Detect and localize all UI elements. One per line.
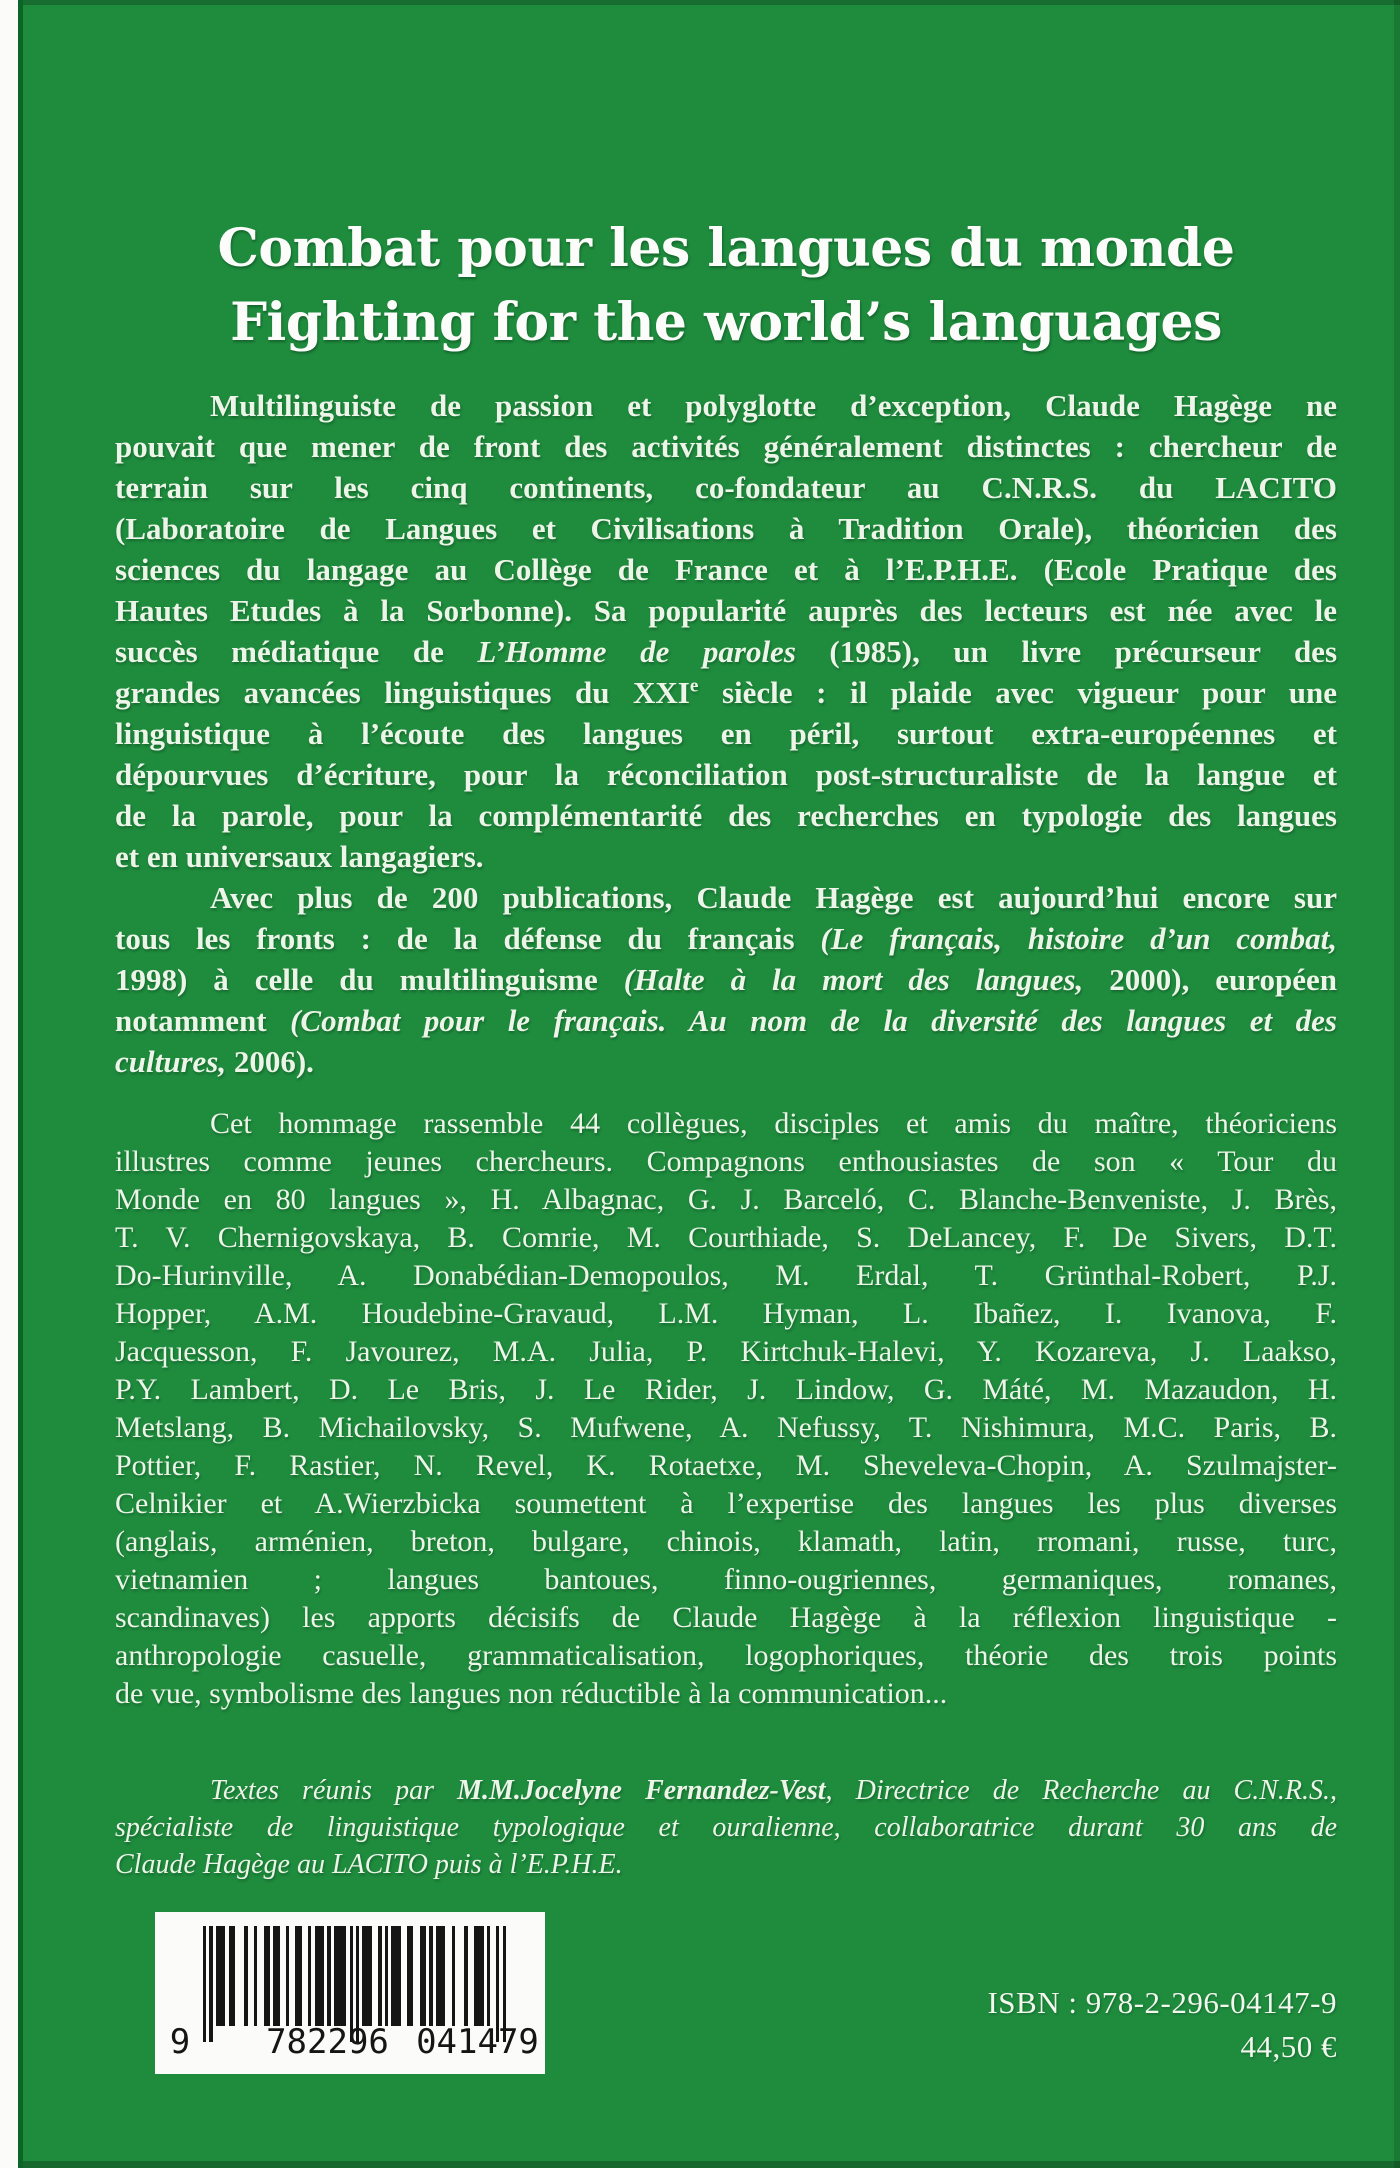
editor-credits [115, 1772, 1337, 1883]
text-line [115, 1181, 1337, 1219]
text-segment: Monde en 80 langues », H. Albagnac, G. J. Barceló, C. Blanche-Benveniste, J. Brès, [115, 1183, 1337, 1216]
text-line [115, 877, 1337, 918]
book-title [115, 212, 1337, 360]
text-line [115, 1333, 1337, 1371]
cover-top-edge [23, 0, 1400, 5]
text-segment: tous les fronts : de la défense du français [115, 921, 821, 956]
text-segment: (Halte à la mort des langues, [623, 962, 1084, 997]
text-segment: siècle : il plaide avec vigueur pour une [698, 675, 1337, 710]
text-segment: 2006). [226, 1044, 314, 1079]
text-line [115, 713, 1337, 754]
text-line [115, 549, 1337, 590]
text-line [115, 1485, 1337, 1523]
text-segment: (Combat pour le français. Au nom de la diversité des langues et des [290, 1003, 1337, 1038]
text-line [115, 631, 1337, 672]
text-segment: illustres comme jeunes chercheurs. Compagnons enthousiastes de son « Tour du [115, 1145, 1337, 1178]
contributors-paragraph [115, 1105, 1337, 1713]
text-segment: Metslang, B. Michailovsky, S. Mufwene, A. Nefussy, T. Nishimura, M.C. Paris, B. [115, 1411, 1337, 1444]
text-line [115, 1846, 1337, 1883]
text-line [115, 918, 1337, 959]
editor-credits-paragraph [115, 1772, 1337, 1883]
text-line [115, 1599, 1337, 1637]
text-segment: (Le français, histoire d’un combat, [820, 921, 1337, 956]
spine-shadow-line [18, 0, 23, 2168]
text-segment: Jacquesson, F. Javourez, M.A. Julia, P. Kirtchuk-Halevi, Y. Kozareva, J. Laakso, [115, 1335, 1337, 1368]
text-line [115, 590, 1337, 631]
text-line [115, 672, 1337, 713]
book-title-french: Combat pour les langues du monde [217, 218, 1235, 279]
text-line [115, 1809, 1337, 1846]
text-segment: Pottier, F. Rastier, N. Revel, K. Rotaetxe, M. Sheveleva-Chopin, A. Szulmajster- [115, 1449, 1337, 1482]
text-segment: terrain sur les cinq continents, co-fondateur au C.N.R.S. du LACITO [115, 470, 1337, 505]
text-segment: succès médiatique de [115, 634, 478, 669]
text-segment: P.Y. Lambert, D. Le Bris, J. Le Rider, J. Lindow, G. Máté, M. Mazaudon, H. [115, 1373, 1337, 1406]
text-segment: Textes réunis par [210, 1775, 458, 1806]
text-line [115, 1371, 1337, 1409]
isbn-text: ISBN : 978-2-296-04147-9 [987, 1985, 1337, 2020]
text-line [115, 1637, 1337, 1675]
text-segment: , Directrice de Recherche au C.N.R.S., [825, 1775, 1337, 1806]
text-line [115, 1409, 1337, 1447]
bio-paragraph-2 [115, 877, 1337, 1082]
text-segment: e [689, 675, 699, 697]
text-segment: T. V. Chernigovskaya, B. Comrie, M. Courthiade, S. DeLancey, F. De Sivers, D.T. [115, 1221, 1337, 1254]
book-title-english: Fighting for the world’s languages [230, 292, 1222, 353]
text-segment: Celnikier et A.Wierzbicka soumettent à l’expertise des langues les plus diverses [115, 1487, 1337, 1520]
text-segment: Hopper, A.M. Houdebine-Gravaud, L.M. Hyman, L. Ibañez, I. Ivanova, F. [115, 1297, 1337, 1330]
text-segment: et en universaux langagiers. [115, 839, 484, 874]
text-segment: Multilinguiste de passion et polyglotte d’exception, Claude Hagège ne [210, 388, 1337, 423]
text-line [115, 1000, 1337, 1041]
text-segment: (1985), un livre précurseur des [795, 634, 1338, 669]
text-line [115, 1561, 1337, 1599]
scan-left-white-margin [0, 0, 18, 2168]
text-line [115, 1257, 1337, 1295]
cover-right-edge [1394, 0, 1400, 2168]
text-segment: scandinaves) les apports décisifs de Claude Hagège à la réflexion linguistique - [115, 1601, 1337, 1634]
text-segment: (anglais, arménien, breton, bulgare, chinois, klamath, latin, rromani, russe, turc, [115, 1525, 1337, 1558]
text-segment: Claude Hagège au LACITO puis à l’E.P.H.E. [115, 1849, 623, 1880]
text-segment: Cet hommage rassemble 44 collègues, disciples et amis du maître, théoriciens [210, 1107, 1337, 1140]
text-line [115, 1105, 1337, 1143]
text-segment: anthropologie casuelle, grammaticalisation, logophoriques, théorie des trois points [115, 1639, 1337, 1672]
text-segment: Avec plus de 200 publications, Claude Hagège est aujourd’hui encore sur [210, 880, 1337, 915]
text-line [115, 836, 1337, 877]
text-line [115, 1041, 1337, 1082]
barcode-digit-group-1: 782296 [266, 2022, 389, 2062]
text-line [115, 1143, 1337, 1181]
barcode [155, 1912, 545, 2074]
text-segment: pouvait que mener de front des activités généralement distinctes : chercheur de [115, 429, 1337, 464]
text-line [115, 1447, 1337, 1485]
text-line [115, 426, 1337, 467]
price-text: 44,50 € [1240, 2029, 1337, 2064]
cover-bottom-edge [23, 2161, 1400, 2168]
text-line [115, 1675, 1337, 1713]
text-segment: 2000), européen [1083, 962, 1337, 997]
text-line [115, 385, 1337, 426]
text-segment: Do-Hurinville, A. Donabédian-Demopoulos, M. Erdal, T. Grünthal-Robert, P.J. [115, 1259, 1337, 1292]
barcode-lead-digit: 9 [169, 2022, 191, 2062]
text-segment: notamment [115, 1003, 291, 1038]
text-line [115, 795, 1337, 836]
text-segment: vietnamien ; langues bantoues, finno-ougriennes, germaniques, romanes, [115, 1563, 1337, 1596]
text-line [115, 1523, 1337, 1561]
text-line [115, 959, 1337, 1000]
text-segment: de la parole, pour la complémentarité des recherches en typologie des langues [115, 798, 1337, 833]
text-line [115, 1295, 1337, 1333]
text-line [115, 1219, 1337, 1257]
text-segment: sciences du langage au Collège de France et à l’E.P.H.E. (Ecole Pratique des [115, 552, 1337, 587]
text-segment: M.M.Jocelyne Fernandez-Vest [457, 1775, 826, 1806]
text-line [115, 467, 1337, 508]
barcode-digit-group-2: 041479 [416, 2022, 539, 2062]
text-segment: L’Homme de paroles [477, 634, 796, 669]
bio-paragraph-1 [115, 385, 1337, 877]
text-segment: 1998) à celle du multilinguisme [115, 962, 624, 997]
text-segment: dépourvues d’écriture, pour la réconciliation post-structuraliste de la langue et [115, 757, 1337, 792]
text-segment: de vue, symbolisme des langues non réductible à la communication... [115, 1677, 948, 1710]
text-segment: cultures, [115, 1044, 227, 1079]
text-line [115, 1772, 1337, 1809]
text-segment: Hautes Etudes à la Sorbonne). Sa popularité auprès des lecteurs est née avec le [115, 593, 1337, 628]
text-line [115, 754, 1337, 795]
text-segment: grandes avancées linguistiques du XXI [115, 675, 690, 710]
back-cover-blurb [115, 385, 1337, 1713]
text-segment: spécialiste de linguistique typologique et ouralienne, collaboratrice durant 30 ans de [115, 1812, 1337, 1843]
text-line [115, 508, 1337, 549]
text-segment: linguistique à l’écoute des langues en péril, surtout extra-européennes et [115, 716, 1337, 751]
text-segment: (Laboratoire de Langues et Civilisations à Tradition Orale), théoricien des [115, 511, 1337, 546]
